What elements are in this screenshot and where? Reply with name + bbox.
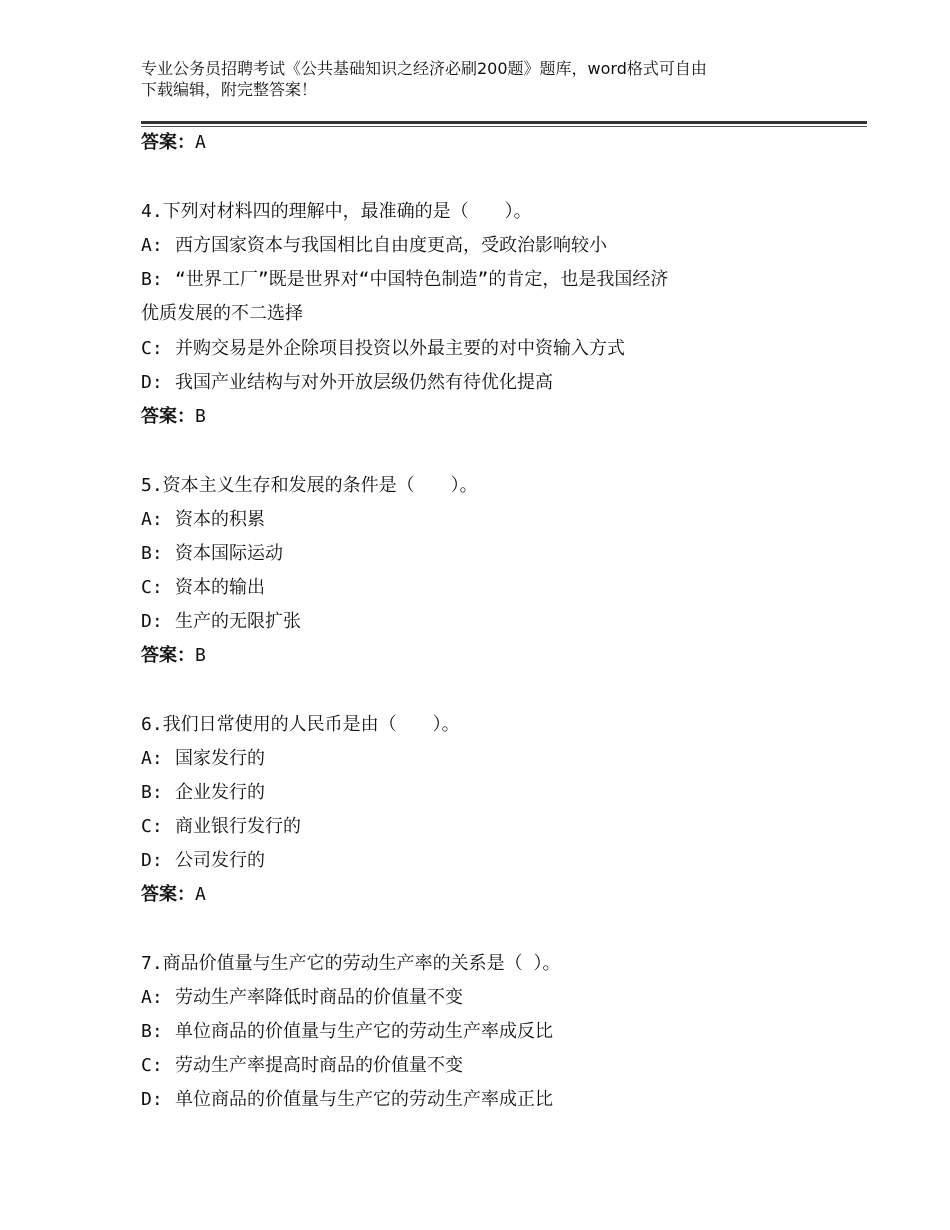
option-text: 单位商品的价值量与生产它的劳动生产率成反比 bbox=[175, 1021, 553, 1042]
question-4-option-b bbox=[141, 268, 668, 292]
question-7-option-d bbox=[141, 1088, 553, 1112]
question-4-option-a bbox=[141, 234, 607, 258]
option-letter: D: bbox=[141, 1089, 163, 1110]
question-5-option-c bbox=[141, 576, 265, 600]
answer-prev bbox=[141, 131, 206, 155]
question-6-option-c bbox=[141, 815, 301, 839]
option-letter: B: bbox=[141, 543, 163, 564]
option-letter: C: bbox=[141, 816, 163, 837]
option-text: 公司发行的 bbox=[175, 850, 265, 871]
option-letter: C: bbox=[141, 338, 163, 359]
question-5-option-d bbox=[141, 610, 301, 634]
option-letter: D: bbox=[141, 372, 163, 393]
option-letter: C: bbox=[141, 577, 163, 598]
question-4-answer bbox=[141, 405, 206, 429]
question-6-answer bbox=[141, 883, 206, 907]
question-5-option-a bbox=[141, 508, 265, 532]
question-6-option-d bbox=[141, 849, 265, 873]
question-6-option-a bbox=[141, 747, 265, 771]
header-divider-thin bbox=[141, 126, 867, 127]
answer-label: 答案： bbox=[141, 132, 195, 153]
option-text: 资本的积累 bbox=[175, 509, 265, 530]
option-text: 我国产业结构与对外开放层级仍然有待优化提高 bbox=[175, 372, 553, 393]
option-letter: A: bbox=[141, 235, 163, 256]
option-text: 国家发行的 bbox=[175, 748, 265, 769]
option-letter: C: bbox=[141, 1055, 163, 1076]
option-text: 并购交易是外企除项目投资以外最主要的对中资输入方式 bbox=[175, 338, 625, 359]
option-text: 商业银行发行的 bbox=[175, 816, 301, 837]
option-text: 劳动生产率降低时商品的价值量不变 bbox=[175, 987, 463, 1008]
answer-value: A bbox=[195, 132, 206, 153]
question-7-stem: 7.商品价值量与生产它的劳动生产率的关系是（ ）。 bbox=[141, 953, 561, 974]
answer-label: 答案： bbox=[141, 645, 195, 666]
option-text: 单位商品的价值量与生产它的劳动生产率成正比 bbox=[175, 1089, 553, 1110]
option-letter: D: bbox=[141, 850, 163, 871]
answer-value: B bbox=[195, 406, 206, 427]
question-5-option-b bbox=[141, 542, 283, 566]
question-7-option-c bbox=[141, 1054, 463, 1078]
option-letter: D: bbox=[141, 611, 163, 632]
question-4-stem: 4.下列对材料四的理解中，最准确的是（ ）。 bbox=[141, 201, 532, 222]
option-letter: B: bbox=[141, 269, 163, 290]
option-letter: A: bbox=[141, 748, 163, 769]
option-text: 资本的输出 bbox=[175, 577, 265, 598]
header-line-2: 下载编辑，附完整答案！ bbox=[141, 80, 318, 99]
question-7-option-a bbox=[141, 986, 463, 1010]
option-text: 劳动生产率提高时商品的价值量不变 bbox=[175, 1055, 463, 1076]
question-5-stem: 5.资本主义生存和发展的条件是（ ）。 bbox=[141, 475, 478, 496]
option-text: “世界工厂”既是世界对“中国特色制造”的肯定，也是我国经济 bbox=[175, 269, 669, 290]
header-line-1: 专业公务员招聘考试《公共基础知识之经济必刷200题》题库，word格式可自由 bbox=[141, 59, 707, 78]
option-letter: A: bbox=[141, 987, 163, 1008]
answer-label: 答案： bbox=[141, 406, 195, 427]
question-4-option-d bbox=[141, 371, 553, 395]
option-text: 西方国家资本与我国相比自由度更高，受政治影响较小 bbox=[175, 235, 607, 256]
question-4-option-b-continued: 优质发展的不二选择 bbox=[141, 303, 303, 324]
option-text: 生产的无限扩张 bbox=[175, 611, 301, 632]
question-6-option-b bbox=[141, 781, 265, 805]
option-text: 资本国际运动 bbox=[175, 543, 283, 564]
option-letter: A: bbox=[141, 509, 163, 530]
answer-value: B bbox=[195, 645, 206, 666]
option-text: 企业发行的 bbox=[175, 782, 265, 803]
question-6-stem: 6.我们日常使用的人民币是由（ ）。 bbox=[141, 714, 460, 735]
option-letter: B: bbox=[141, 1021, 163, 1042]
header-divider-thick bbox=[141, 121, 867, 124]
question-4-option-c bbox=[141, 337, 625, 361]
answer-label: 答案： bbox=[141, 884, 195, 905]
question-5-answer bbox=[141, 644, 206, 668]
page-header bbox=[141, 58, 811, 100]
answer-value: A bbox=[195, 884, 206, 905]
option-letter: B: bbox=[141, 782, 163, 803]
question-7-option-b bbox=[141, 1020, 553, 1044]
